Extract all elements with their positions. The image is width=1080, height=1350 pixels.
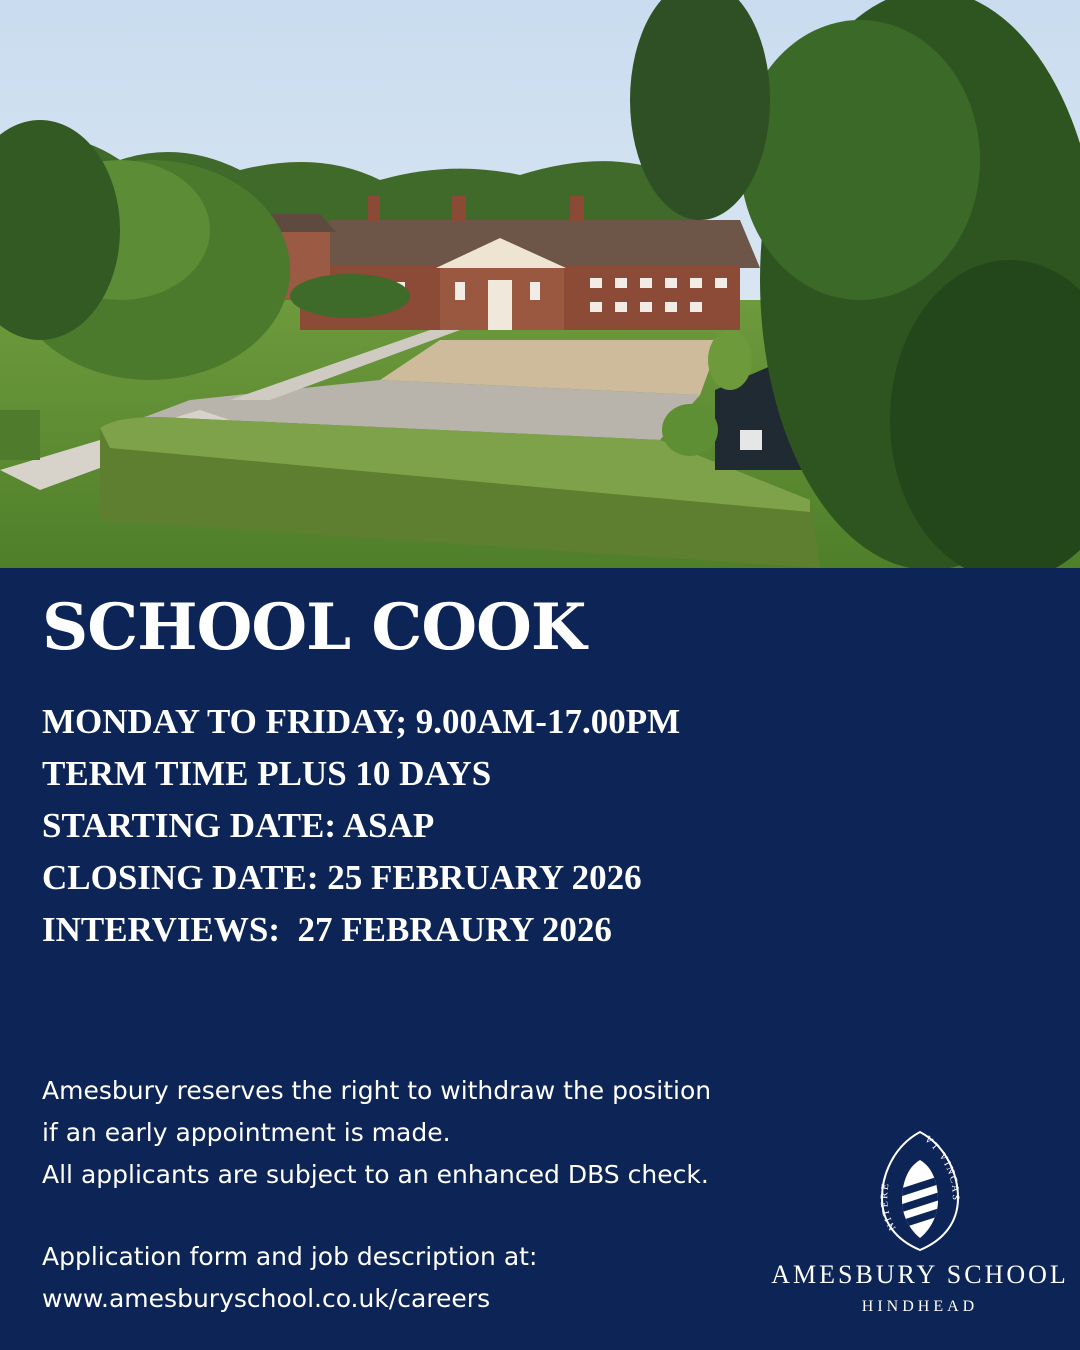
job-detail-start: STARTING DATE: ASAP [42, 806, 435, 845]
svg-text:NITERE [879, 1181, 898, 1232]
notes-line: All applicants are subject to an enhanced DBS check. [42, 1160, 709, 1189]
motto-left: NITERE [879, 1180, 899, 1233]
job-title: SCHOOL COOK [42, 590, 586, 665]
job-details [42, 696, 680, 956]
school-place: HINDHEAD [861, 1298, 979, 1315]
apply-label: Application form and job description at: [42, 1242, 538, 1271]
hero-photo [0, 0, 1080, 568]
notes-line: Amesbury reserves the right to withdraw the position [42, 1076, 712, 1105]
school-logo [760, 1128, 1080, 1328]
job-detail-closing: CLOSING DATE: 25 FEBRUARY 2026 [42, 858, 642, 897]
notes-line: if an early appointment is made. [42, 1118, 451, 1147]
crest-icon [876, 1128, 964, 1252]
notes-block [42, 1070, 802, 1320]
school-name: AMESBURY SCHOOL [771, 1260, 1069, 1289]
spacer [42, 1196, 802, 1236]
motto-right: VT VINCAS [922, 1134, 961, 1202]
job-panel [0, 568, 1080, 1350]
apply-url[interactable]: www.amesburyschool.co.uk/careers [42, 1284, 491, 1313]
job-detail-hours: MONDAY TO FRIDAY; 9.00AM-17.00PM [42, 702, 681, 741]
job-detail-term: TERM TIME PLUS 10 DAYS [42, 754, 492, 793]
job-detail-interviews: INTERVIEWS: 27 FEBRAURY 2026 [42, 910, 612, 949]
